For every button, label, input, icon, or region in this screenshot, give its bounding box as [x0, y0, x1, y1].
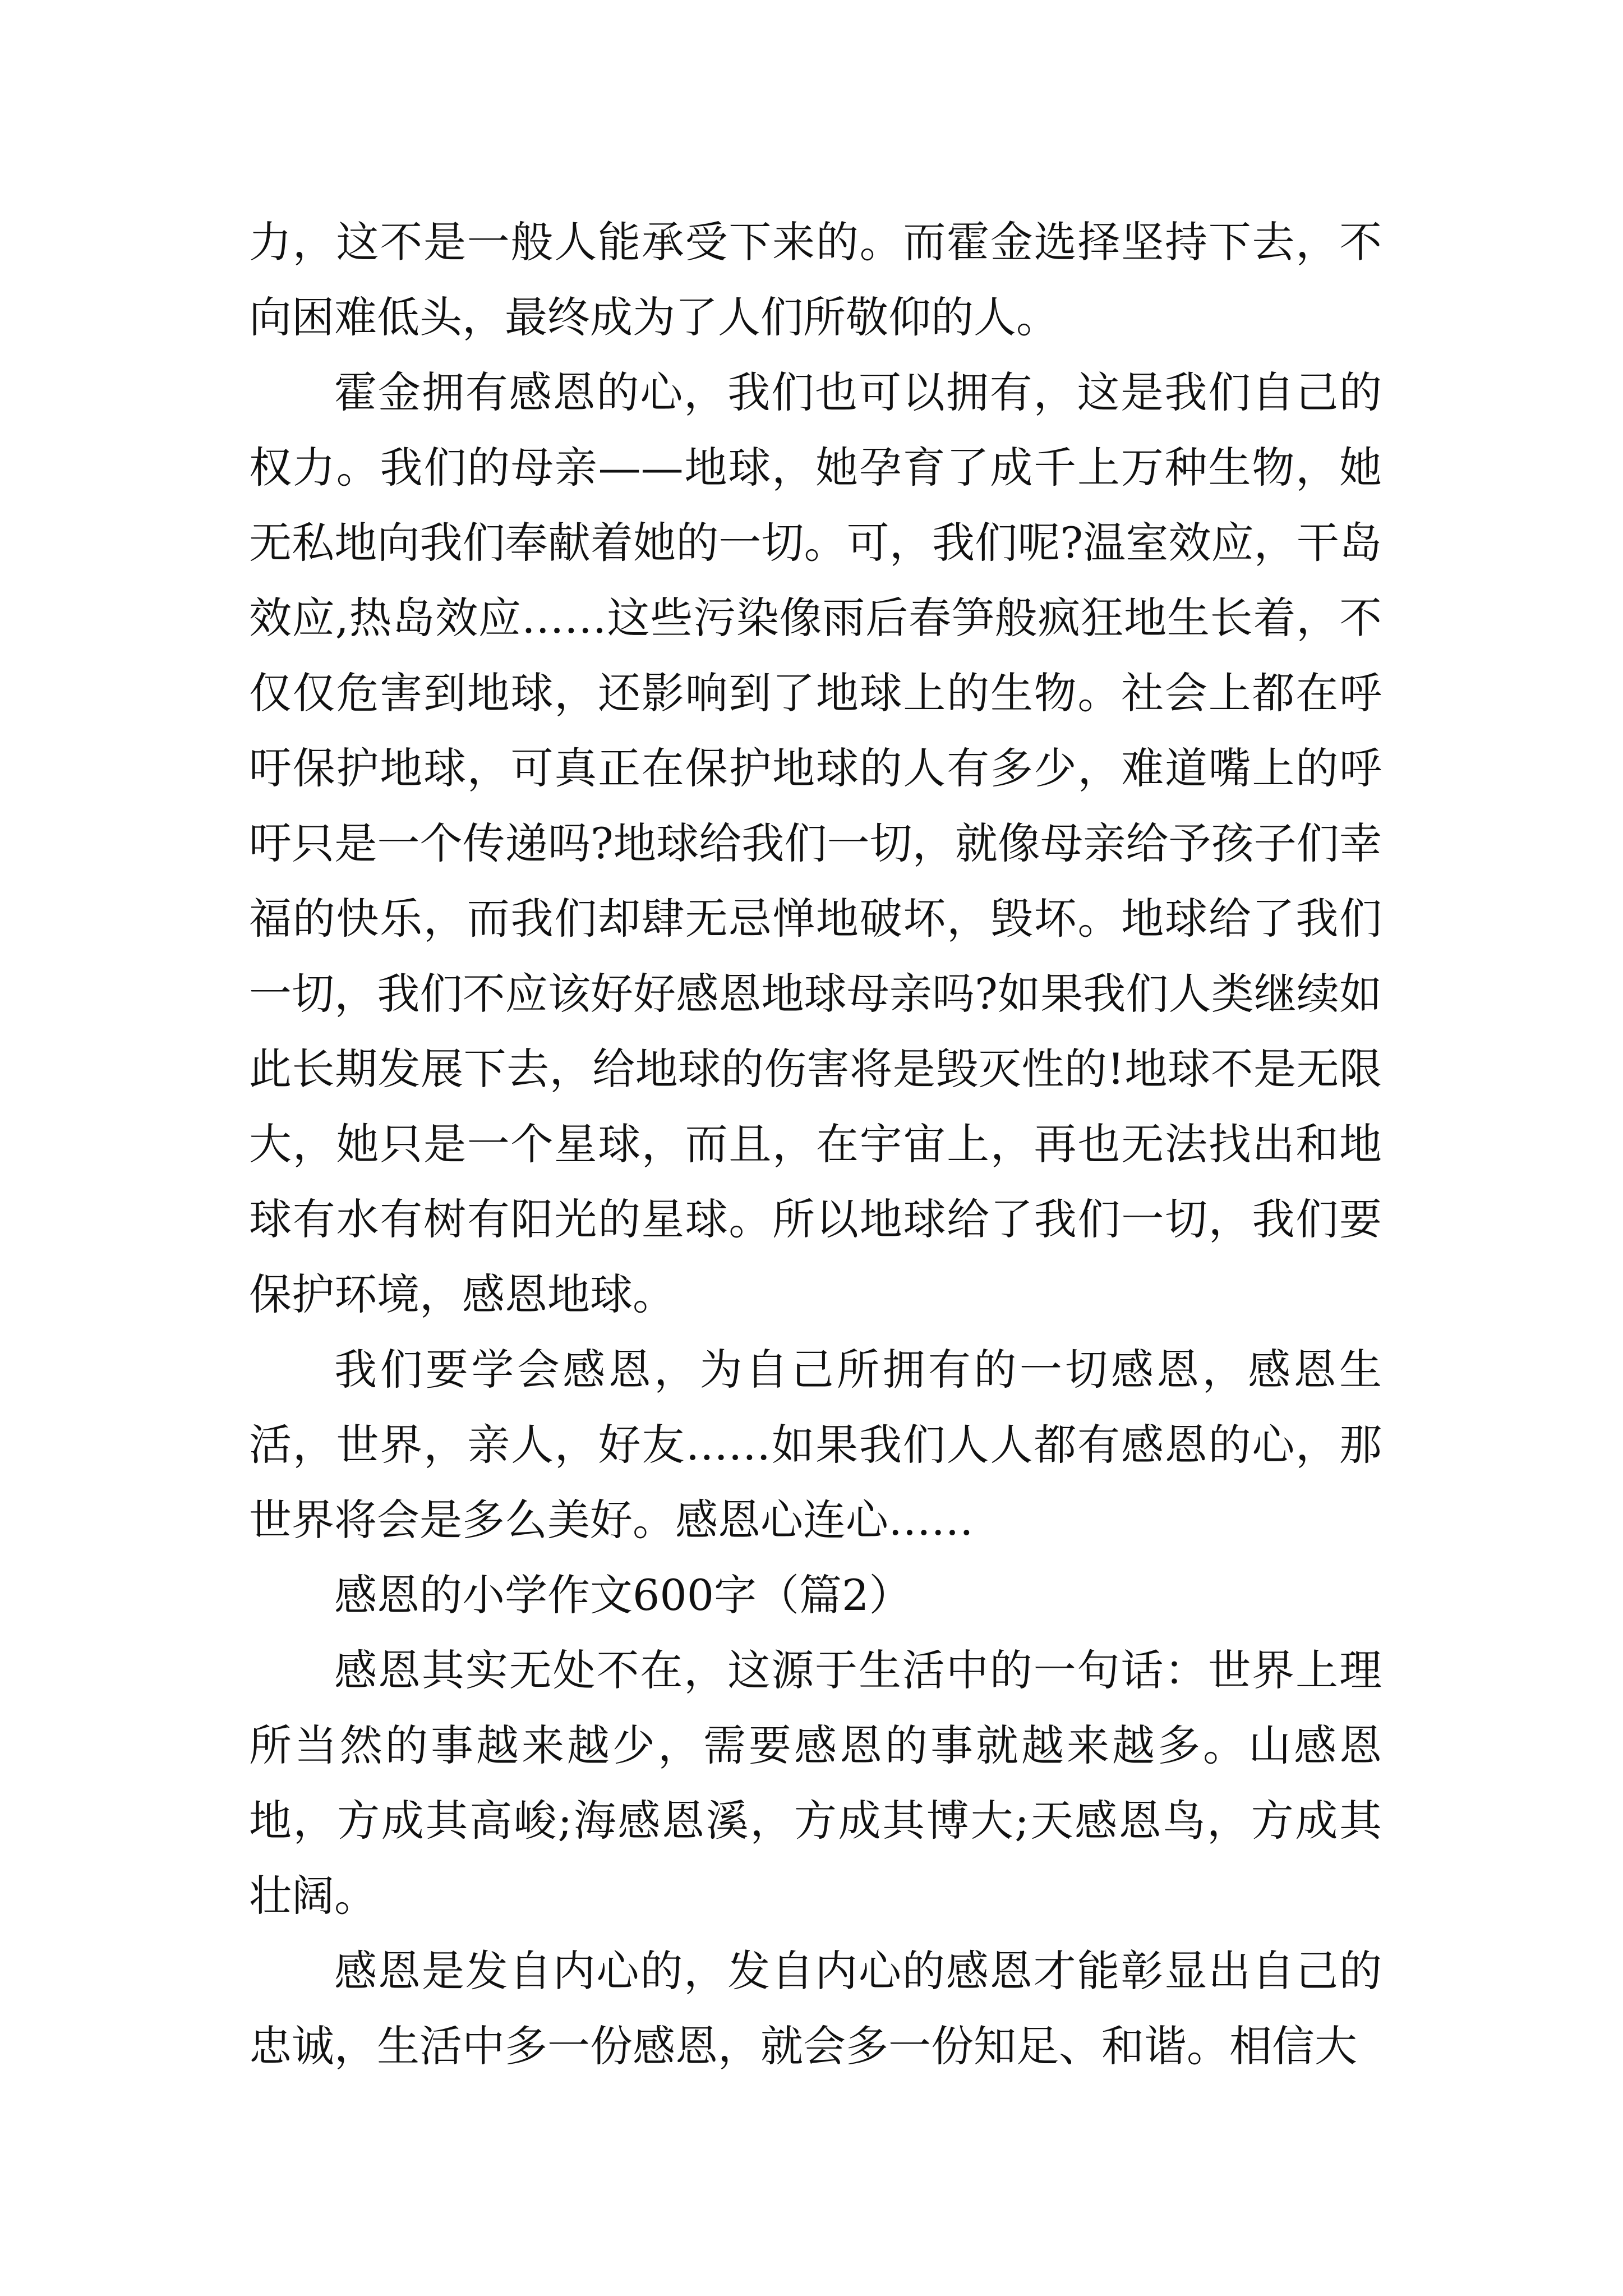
paragraph-from-heart: 感恩是发自内心的，发自内心的感恩才能彰显出自己的忠诚，生活中多一份感恩，就会多一份知足、和谐。相信大: [249, 1946, 1382, 2071]
paragraph-earth: 霍金拥有感恩的心，我们也可以拥有，这是我们自己的权力。我们的母亲——地球，她孕育了成千上万种生物，她无私地向我们奉献着她的一切。可，我们呢?温室效应，干岛效应,热岛效应……这些污染像雨后春笋般疯狂地生长着，不仅仅危害到地球，还影响到了地球上的生物。社会上都在呼吁保护地球，可真正在保护地球的人有多少，难道嘴上的呼吁只是一个传递吗?地球给我们一切，就像母亲给予孩子们幸福的快乐，而我们却肆无忌惮地破坏，毁坏。地球给了我们一切，我们不应该好好感恩地球母亲吗?如果我们人类继续如此长期发展下去，给地球的伤害将是毁灭性的!地球不是无限大，她只是一个星球，而且，在宇宙上，再也无法找出和地球有水有树有阳光的星球。所以地球给了我们一切，我们要保护环境，感恩地球。: [249, 367, 1382, 1319]
paragraph-learn-gratitude: 我们要学会感恩，为自己所拥有的一切感恩，感恩生活，世界，亲人，好友……如果我们人人都有感恩的心，那世界将会是多么美好。感恩心连心……: [249, 1345, 1382, 1545]
essay-heading: 感恩的小学作文600字（篇2）: [334, 1570, 912, 1620]
paragraph-continuation: 力，这不是一般人能承受下来的。而霍金选择坚持下去，不向困难低头，最终成为了人们所敬仰的人。: [249, 217, 1382, 342]
paragraph-everywhere: 感恩其实无处不在，这源于生活中的一句话：世界上理所当然的事越来越少，需要感恩的事就越来越多。山感恩地，方成其高峻;海感恩溪，方成其博大;天感恩鸟，方成其壮阔。: [249, 1645, 1382, 1921]
body-text: [249, 205, 1382, 2084]
